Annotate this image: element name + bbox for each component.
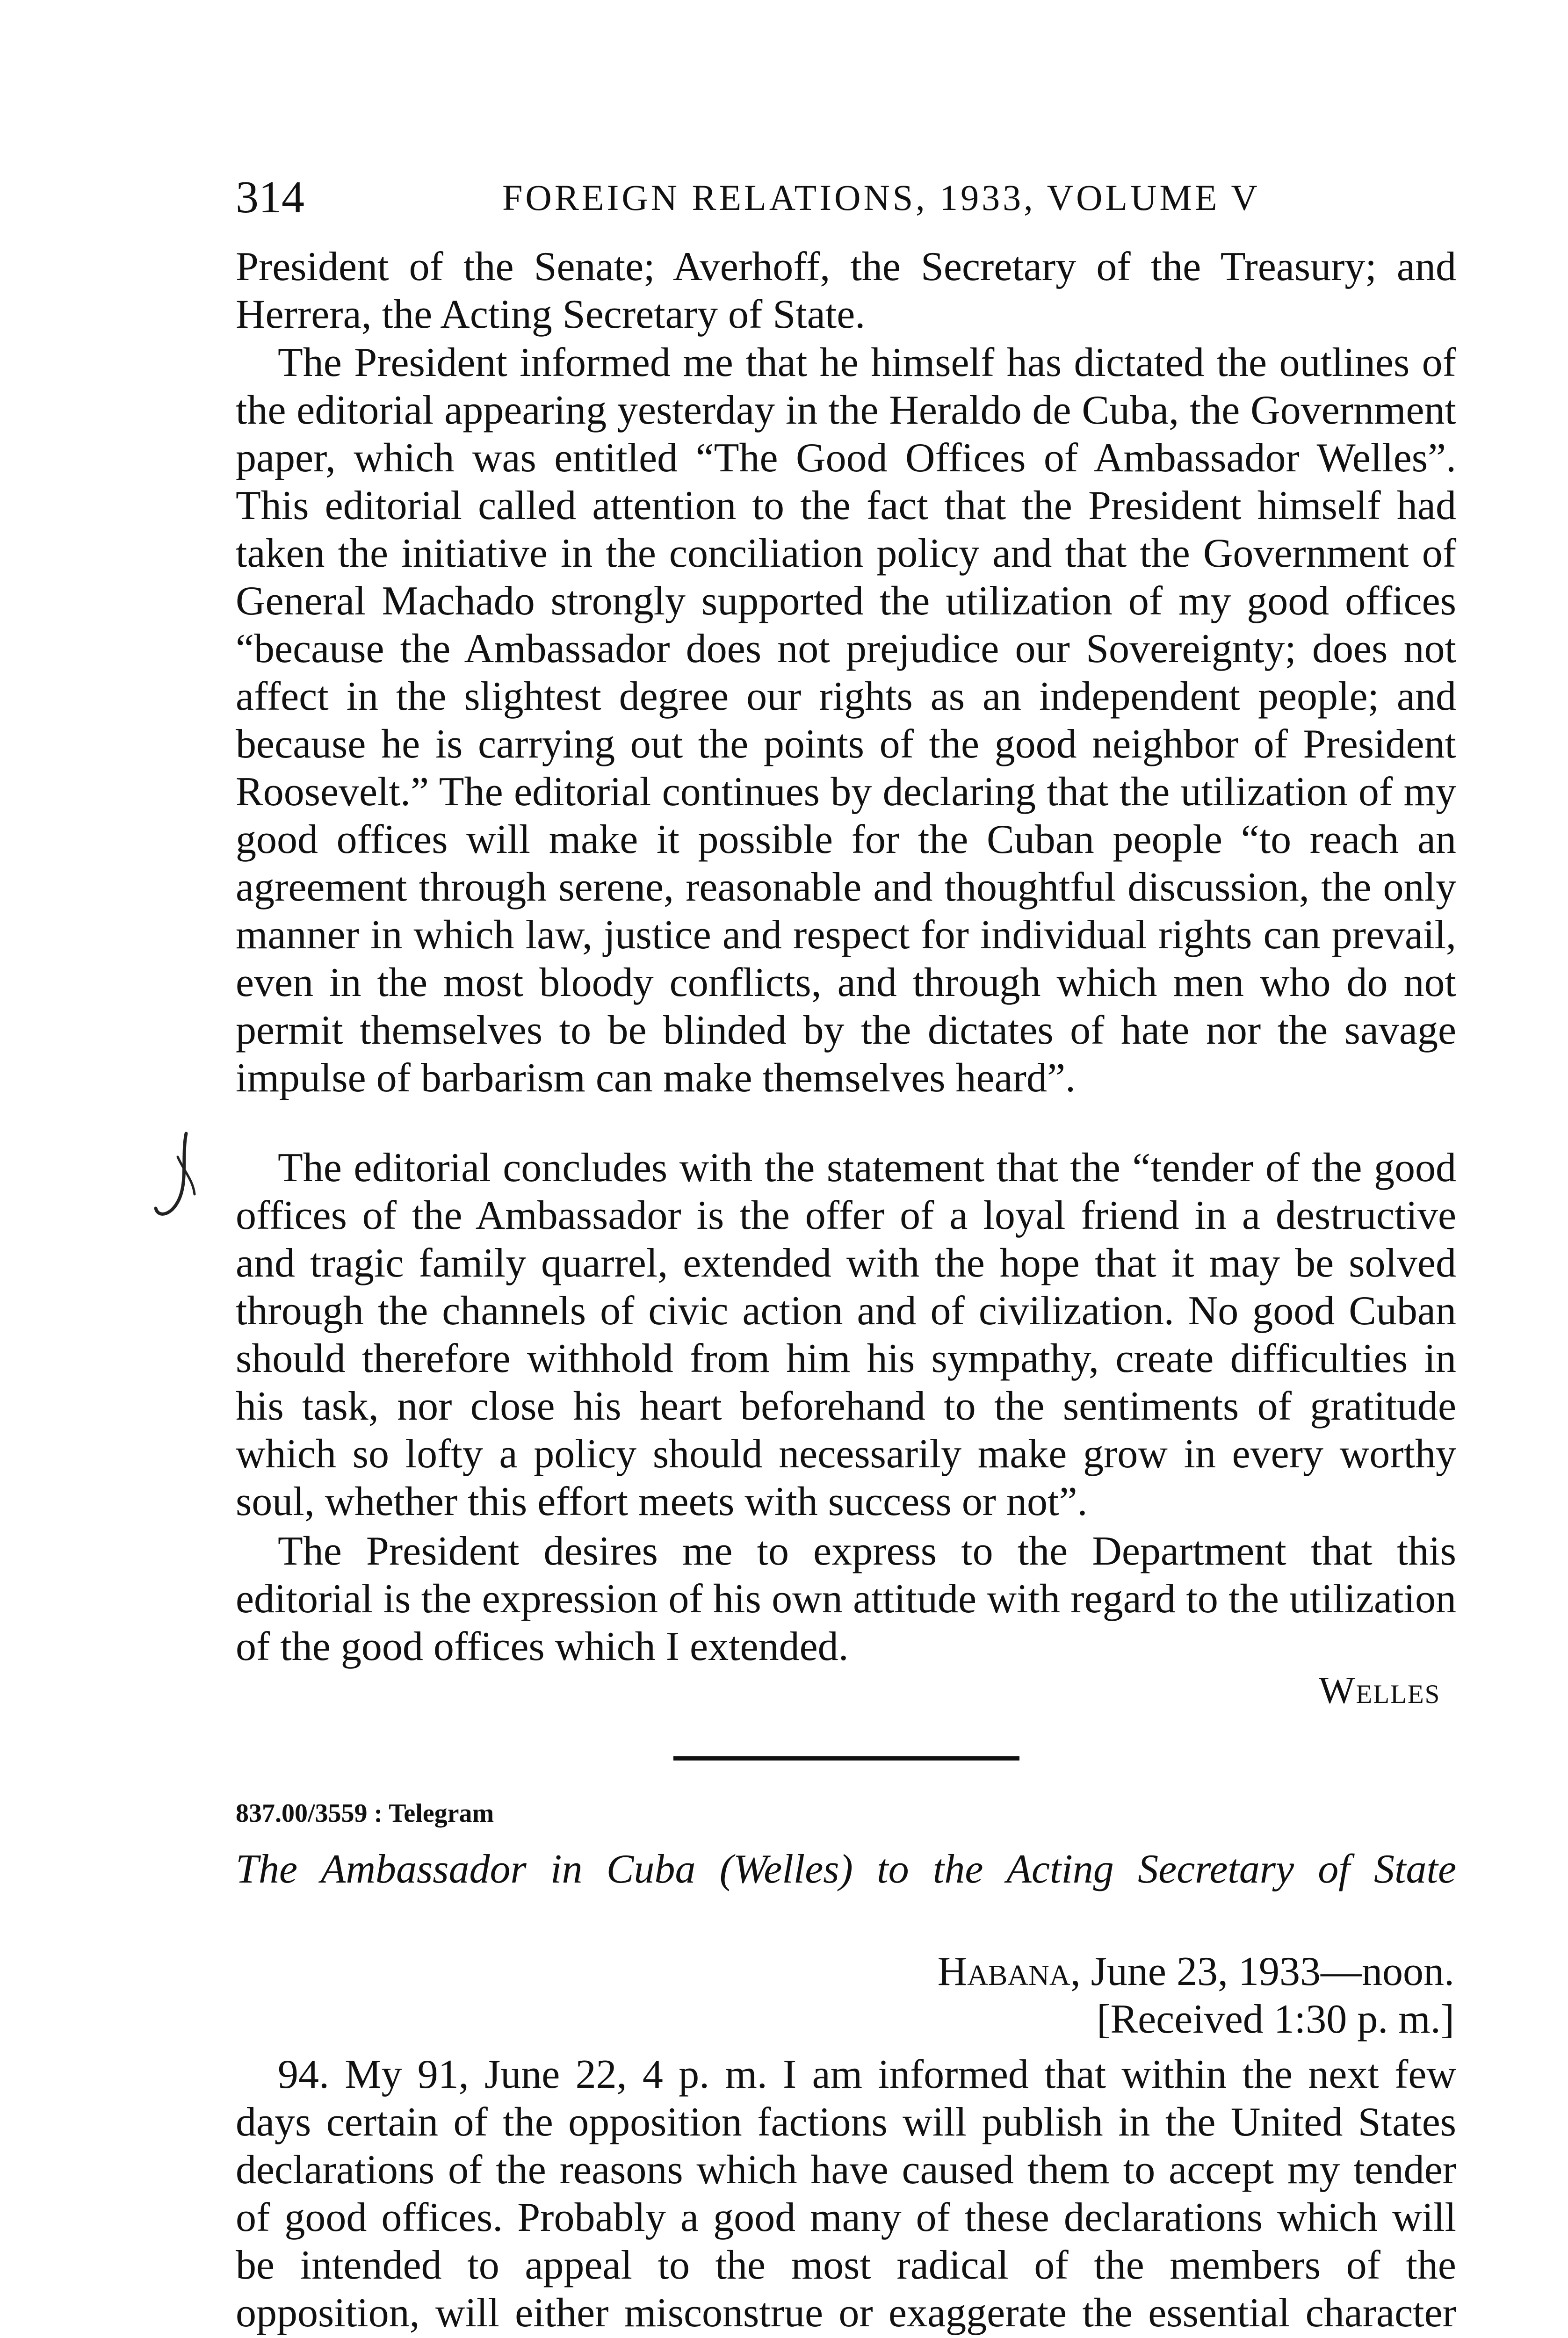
signature-welles: Welles — [1319, 1669, 1441, 1711]
file-reference: 837.00/3559 : Telegram — [236, 1799, 494, 1828]
paragraph-president-desires: The President desires me to express to the Department that this editorial is the expression of his own attitude with regard to the utilization of the good offices which I extended. — [236, 1529, 1456, 1669]
running-title: FOREIGN RELATIONS, 1933, VOLUME V — [502, 177, 1260, 218]
page-number: 314 — [236, 172, 304, 223]
running-head — [236, 171, 1461, 223]
paragraph-continued: President of the Senate; Averhoff, the Secretary of the Treasury; and Herrera, the Acting Secretary of State. — [236, 244, 1456, 337]
telegram-received: [Received 1:30 p. m.] — [1097, 1997, 1454, 2042]
paragraph-editorial-outline: The President informed me that he himself has dictated the outlines of the editorial appearing yesterday in the Heraldo de Cuba, the Government paper, which was entitled “The Good Offices of Ambassador Welles”. This editorial called attention to the fact that the President himself had taken the initiative in the conciliation policy and that the Government of General Machado strongly supported the utilization of my good offices “because the Ambassador does not prejudice our Sovereignty; does not affect in the slightest degree our rights as an independent people; and because he is carrying out the points of the good neighbor of President Roosevelt.” The editorial continues by declaring that the utilization of my good offices will make it possible for the Cuban people “to reach an agreement through serene, reasonable and thoughtful discussion, the only manner in which law, justice and respect for individual rights can prevail, even in the most bloody conflicts, and through which men who do not permit themselves to be blinded by the dictates of hate nor the savage impulse of barbarism can make themselves heard”. — [236, 340, 1456, 1101]
telegram-title: The Ambassador in Cuba (Welles) to the Acting Secretary of State — [236, 1847, 1456, 1892]
section-divider — [673, 1756, 1019, 1761]
telegram-paragraph: 94. My 91, June 22, 4 p. m. I am informed that within the next few days certain of the opposition factions will publish in the United States declarations of the reasons which have caused them to accept my tender of good offices. Probably a good many of these declarations which will be intended to appeal to the most radical of the members of the opposition, will either misconstrue or exaggerate the essential character — [236, 2052, 1456, 2336]
dateline-place: Habana — [937, 1949, 1070, 1994]
paragraph-editorial-conclusion: The editorial concludes with the statement that the “tender of the good offices of the Ambassador is the offer of a loyal friend in a destructive and tragic family quarrel, extended with the hope that it may be solved through the channels of civic action and of civilization. No good Cuban should therefore withhold from him his sympathy, create difficulties in his task, nor close his heart beforehand to the sentiments of gratitude which so lofty a policy should necessarily make grow in every worthy soul, whether this effort meets with success or not”. — [236, 1145, 1456, 1524]
dateline-date: , June 23, 1933—noon. — [1070, 1949, 1454, 1994]
telegram-dateline — [912, 1948, 1454, 1995]
handwritten-margin-mark — [149, 1129, 200, 1232]
